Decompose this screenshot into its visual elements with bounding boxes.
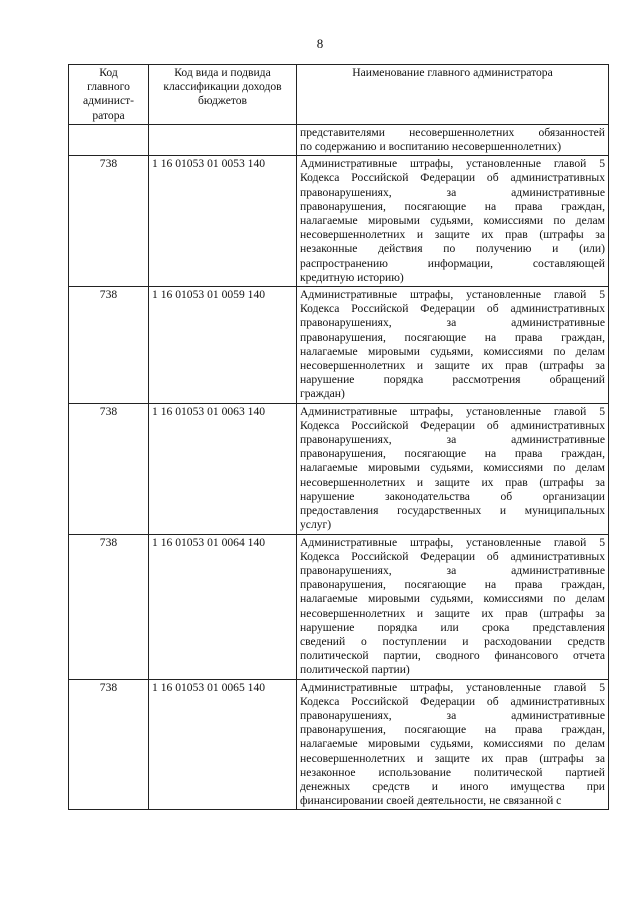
name-text-line: правонарушениях, за административные xyxy=(300,185,605,199)
table-row xyxy=(69,156,609,287)
table-row xyxy=(69,679,609,810)
admin-code-cell: 738 xyxy=(69,287,149,404)
name-text-line: налагаемые мировыми судьями, комиссиями по делам xyxy=(300,737,605,751)
name-text-line: кредитную историю) xyxy=(300,270,404,284)
revenue-code-cell: 1 16 01053 01 0064 140 xyxy=(149,534,297,679)
name-text-line: несовершеннолетних и защите их прав (штрафы за xyxy=(300,228,605,242)
name-text-line: несовершеннолетних и защите их прав (штрафы за xyxy=(300,751,605,765)
name-text-line: правонарушениях, за административные xyxy=(300,563,605,577)
name-text-line: Кодекса Российской Федерации об административных xyxy=(300,418,605,432)
continuation-code-cell xyxy=(69,124,149,155)
name-text-line: политической партии) xyxy=(300,663,410,677)
admin-code-cell: 738 xyxy=(69,679,149,810)
name-text-line: правонарушения, посягающие на права граждан, xyxy=(300,330,605,344)
table-header-row xyxy=(69,65,609,125)
name-text-line: налагаемые мировыми судьями, комиссиями по делам xyxy=(300,461,605,475)
table-row xyxy=(69,287,609,404)
name-text-line: правонарушениях, за административные xyxy=(300,316,605,330)
name-text-line: Административные штрафы, установленные главой 5 xyxy=(300,288,605,302)
name-text-line: нарушение законодательства об организации xyxy=(300,489,605,503)
name-text-line: налагаемые мировыми судьями, комиссиями по делам xyxy=(300,214,605,228)
name-text-line: предоставления государственных и муниципальных xyxy=(300,504,605,518)
name-text-line: Кодекса Российской Федерации об административных xyxy=(300,171,605,185)
admin-name-cell xyxy=(297,679,609,810)
name-text-line: граждан) xyxy=(300,387,345,401)
admin-name-cell xyxy=(297,287,609,404)
name-text-line: налагаемые мировыми судьями, комиссиями по делам xyxy=(300,344,605,358)
name-text-line: Административные штрафы, установленные главой 5 xyxy=(300,404,605,418)
name-text-line: финансировании своей деятельности, не связанной с xyxy=(300,794,562,808)
name-text-line: сведений о поступлении и расходовании средств xyxy=(300,634,605,648)
name-text-line: Кодекса Российской Федерации об административных xyxy=(300,549,605,563)
name-text-line: правонарушения, посягающие на права граждан, xyxy=(300,723,605,737)
name-text-line: нарушение порядка или срока представления xyxy=(300,620,605,634)
admin-name-cell xyxy=(297,534,609,679)
name-text-line: Административные штрафы, установленные главой 5 xyxy=(300,680,605,694)
continuation-row xyxy=(69,124,609,155)
admin-name-cell xyxy=(297,403,609,534)
name-text-line: Административные штрафы, установленные главой 5 xyxy=(300,157,605,171)
header-revenue-code: Код вида и подвида классификации доходов бюджетов xyxy=(149,65,297,125)
name-text-line: несовершеннолетних и защите их прав (штрафы за xyxy=(300,359,605,373)
name-text-line: правонарушениях, за административные xyxy=(300,433,605,447)
name-text-line: незаконное использование политической партией xyxy=(300,765,605,779)
name-text-line: Кодекса Российской Федерации об административных xyxy=(300,694,605,708)
name-text-line: нарушение порядка рассмотрения обращений xyxy=(300,373,605,387)
admin-code-cell: 738 xyxy=(69,156,149,287)
admin-name-cell xyxy=(297,156,609,287)
header-admin-name: Наименование главного администратора xyxy=(297,65,609,125)
table-row xyxy=(69,403,609,534)
name-text-line: несовершеннолетних и защите их прав (штрафы за xyxy=(300,475,605,489)
revenue-code-cell: 1 16 01053 01 0059 140 xyxy=(149,287,297,404)
name-text-line: политической партии, сводного финансового отчета xyxy=(300,649,605,663)
revenue-administrators-table xyxy=(68,64,609,810)
name-text-line: правонарушениях, за административные xyxy=(300,708,605,722)
revenue-code-cell: 1 16 01053 01 0065 140 xyxy=(149,679,297,810)
name-text-line: Административные штрафы, установленные главой 5 xyxy=(300,535,605,549)
name-text-line: незаконные действия по получению и (или) xyxy=(300,242,605,256)
continuation-kbk-cell xyxy=(149,124,297,155)
continuation-name-cell: представителями несовершеннолетних обязанностей по содержанию и воспитанию несовершеннолетних) xyxy=(297,124,609,155)
admin-code-cell: 738 xyxy=(69,534,149,679)
name-text-line: несовершеннолетних и защите их прав (штрафы за xyxy=(300,606,605,620)
name-text-line: Кодекса Российской Федерации об административных xyxy=(300,302,605,316)
name-text-line: налагаемые мировыми судьями, комиссиями по делам xyxy=(300,592,605,606)
header-admin-code: Код главного админист- ратора xyxy=(69,65,149,125)
table-row xyxy=(69,534,609,679)
name-text-line: правонарушения, посягающие на права граждан, xyxy=(300,447,605,461)
name-text-line: правонарушения, посягающие на права граждан, xyxy=(300,199,605,213)
name-text-line: услуг) xyxy=(300,518,332,532)
name-text-line: правонарушения, посягающие на права граждан, xyxy=(300,578,605,592)
name-text-line: денежных средств и иного имущества при xyxy=(300,779,605,793)
revenue-code-cell: 1 16 01053 01 0063 140 xyxy=(149,403,297,534)
revenue-code-cell: 1 16 01053 01 0053 140 xyxy=(149,156,297,287)
page-number: 8 xyxy=(316,36,324,51)
name-text-line: распространению информации, составляющей xyxy=(300,256,605,270)
admin-code-cell: 738 xyxy=(69,403,149,534)
